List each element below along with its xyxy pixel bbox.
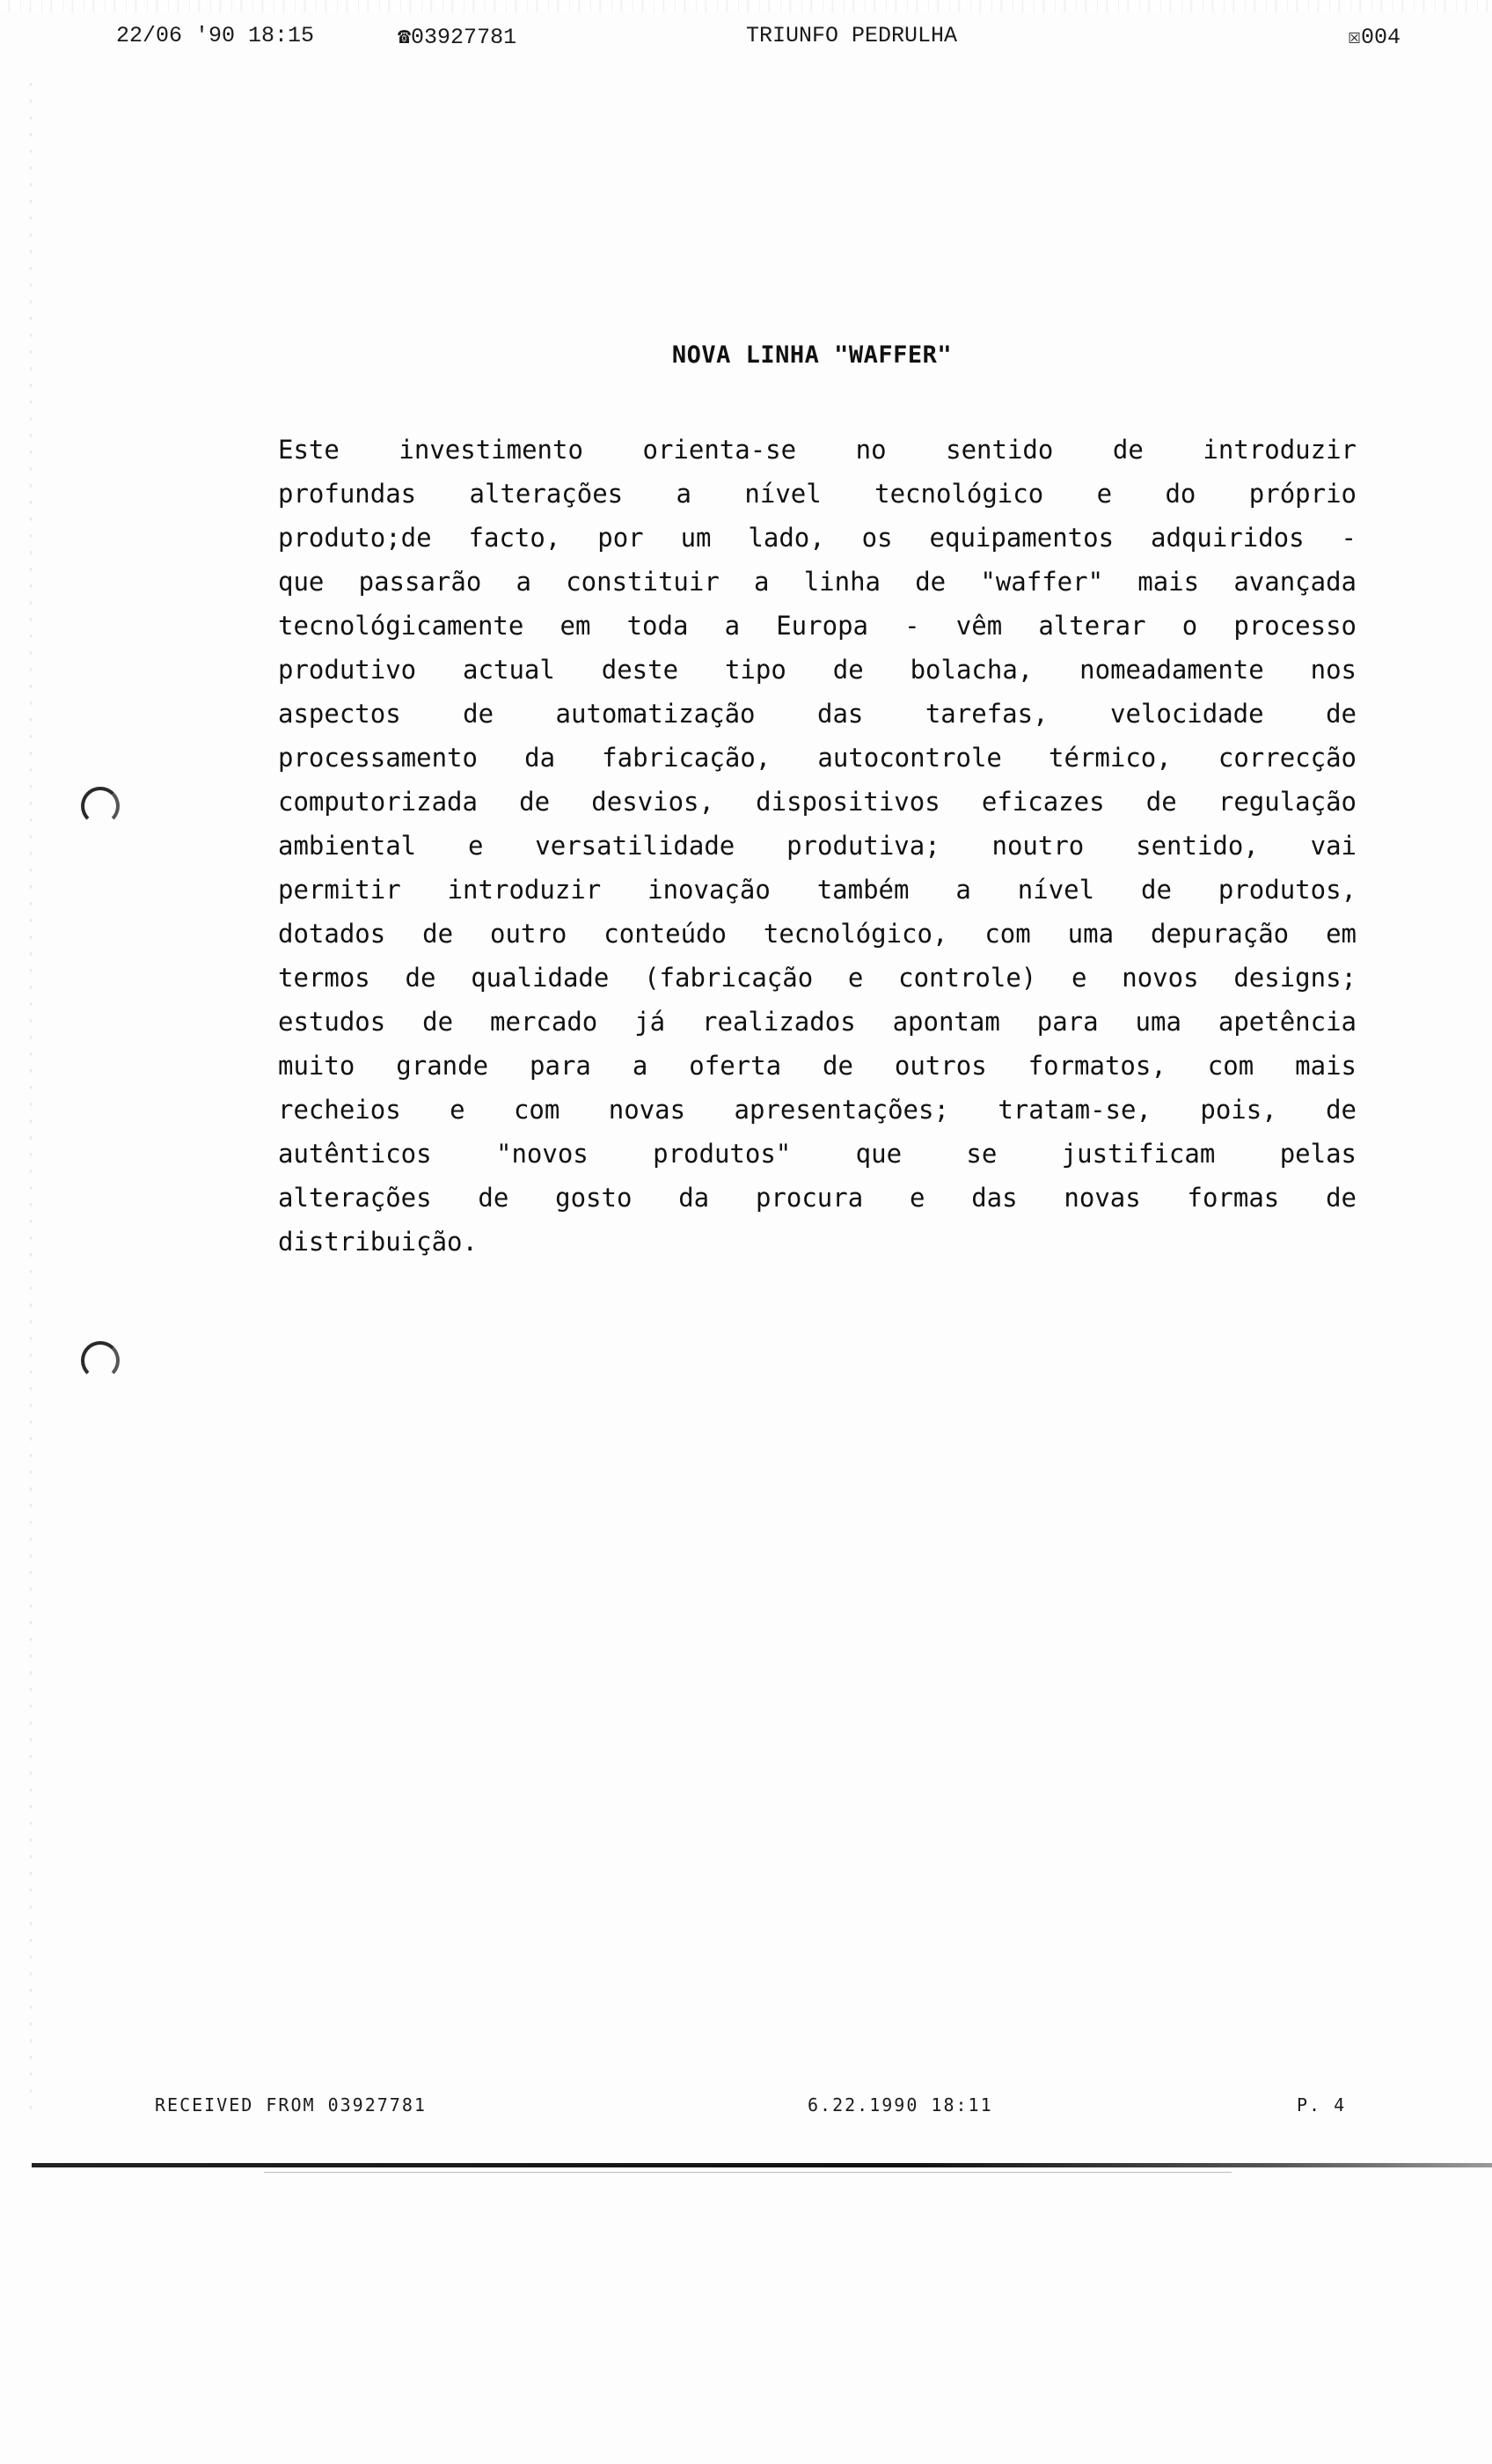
- body-line: dotados de outro conteúdo tecnológico, com uma depuração em: [278, 919, 1357, 949]
- body-line: muito grande para a oferta de outros formatos, com mais: [278, 1051, 1357, 1081]
- body-line: estudos de mercado já realizados apontam para uma apetência: [278, 1007, 1357, 1037]
- body-line: computorizada de desvios, dispositivos eficazes de regulação: [278, 787, 1357, 817]
- body-line: produto;de facto, por um lado, os equipamentos adquiridos -: [278, 523, 1357, 553]
- fax-header-datetime: 22/06 '90 18:15: [116, 23, 315, 48]
- fax-footer-page: P. 4: [1297, 2094, 1347, 2116]
- page-bottom-rule: [32, 2163, 1492, 2167]
- fax-header-sender: TRIUNFO PEDRULHA: [746, 23, 958, 48]
- body-line: autênticos "novos produtos" que se justificam pelas: [278, 1139, 1357, 1169]
- body-line: alterações de gosto da procura e das novas formas de: [278, 1183, 1357, 1213]
- scan-edge-artifact: [30, 70, 32, 2112]
- body-line: ambiental e versatilidade produtiva; noutro sentido, vai: [278, 831, 1357, 861]
- body-line: Este investimento orienta-se no sentido de introduzir: [278, 435, 1357, 465]
- body-line: processamento da fabricação, autocontrole térmico, correcção: [278, 743, 1357, 773]
- punch-hole-icon: [81, 1341, 120, 1380]
- page-bottom-rule-faint: [264, 2172, 1232, 2173]
- fax-footer-datetime: 6.22.1990 18:11: [808, 2094, 993, 2116]
- body-line: recheios e com novas apresentações; tratam-se, pois, de: [278, 1095, 1357, 1125]
- body-line: distribuição.: [278, 1227, 478, 1257]
- body-line: termos de qualidade (fabricação e controle) e novos designs;: [278, 963, 1357, 993]
- body-paragraph: [278, 428, 1357, 1264]
- fax-noise-strip: [0, 0, 1492, 12]
- fax-footer-received-from: RECEIVED FROM 03927781: [155, 2094, 427, 2116]
- fax-receive-footer: [0, 2094, 1492, 2121]
- body-line: permitir introduzir inovação também a nível de produtos,: [278, 875, 1357, 905]
- body-line: produtivo actual deste tipo de bolacha, nomeadamente nos: [278, 655, 1357, 685]
- document-title: NOVA LINHA "WAFFER": [671, 341, 953, 369]
- body-line: tecnológicamente em toda a Europa - vêm alterar o processo: [278, 611, 1357, 641]
- body-line: profundas alterações a nível tecnológico e do próprio: [278, 479, 1357, 509]
- fax-transmit-header: [0, 23, 1492, 55]
- body-line: aspectos de automatização das tarefas, velocidade de: [278, 699, 1357, 729]
- punch-hole-icon: [81, 787, 120, 825]
- body-line: que passarão a constituir a linha de "waffer" mais avançada: [278, 567, 1357, 597]
- fax-header-phone: ☎03927781: [398, 25, 517, 50]
- fax-header-page-counter: ☒004: [1348, 25, 1401, 50]
